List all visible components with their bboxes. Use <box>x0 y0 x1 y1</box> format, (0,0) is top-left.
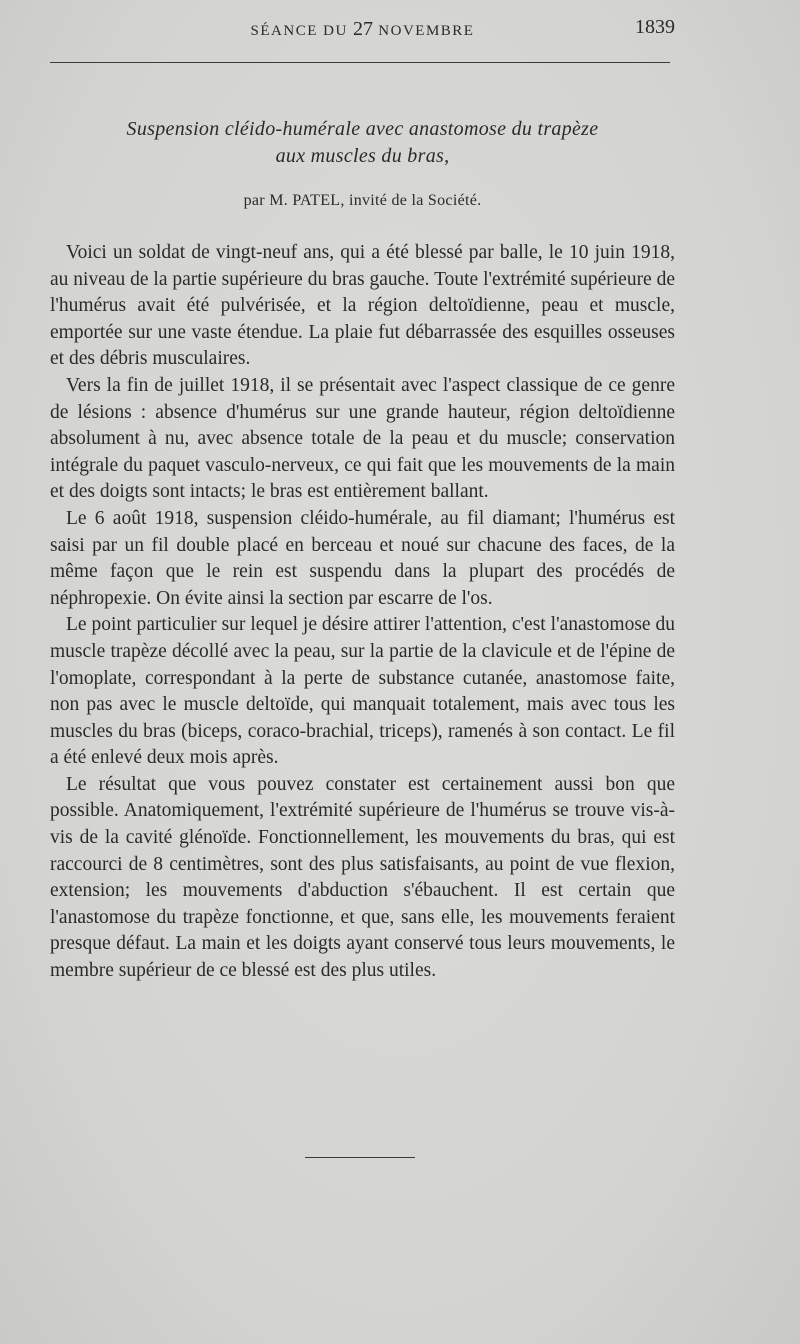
paragraph-3: Le 6 août 1918, suspension cléido-humérale, au fil diamant; l'humérus est saisi par un fil double placé en berceau et noué sur chacune des faces, de la même façon que le rein est suspendu dans la plupart des procédés de néphropexie. On évite ainsi la section par escarre de l'os. <box>50 507 675 609</box>
paragraph-1: Voici un soldat de vingt-neuf ans, qui a été blessé par balle, le 10 juin 1918, au niveau de la partie supérieure du bras gauche. Toute l'extrémité supérieure de l'humérus avait été pulvérisée, et la région deltoïdienne, peau et muscle, emportée sur une vaste étendue. La plaie fut débarrassée des esquilles osseuses et des débris musculaires. <box>50 242 675 370</box>
article-title <box>50 116 675 170</box>
page-number: 1839 <box>635 16 675 38</box>
article-title-line-2: aux muscles du bras, <box>275 145 450 167</box>
article-title-line-1: Suspension cléido-humérale avec anastomose du trapèze <box>126 118 599 140</box>
end-divider <box>305 1157 415 1158</box>
running-title-prefix: SÉANCE DU <box>250 23 354 39</box>
running-title-suffix: NOVEMBRE <box>373 23 475 39</box>
header-divider <box>50 62 670 63</box>
paragraph-5: Le résultat que vous pouvez constater est certainement aussi bon que possible. Anatomiquement, l'extrémité supérieure de l'humérus se trouve vis-à-vis de la cavité glénoïde. Fonctionnellement, les mouvements du bras, qui est raccourci de 8 centimètres, sont des plus satisfaisants, au point de vue flexion, extension; les mouvements d'abduction s'ébauchent. Il est certain que l'anastomose du trapèze fonctionne, et que, sans elle, les mouvements feraient presque défaut. La main et les doigts ayant conservé tous leurs mouvements, le membre supérieur de ce blessé est des plus utiles. <box>50 773 675 982</box>
paragraph-4: Le point particulier sur lequel je désire attirer l'attention, c'est l'anastomose du muscle trapèze décollé avec la peau, sur la partie de la clavicule et de l'épine de l'omoplate, correspondant à la perte de substance cutanée, anastomose faite, non pas avec le muscle deltoïde, qui manquait totalement, mais avec tous les muscles du bras (biceps, coraco-brachial, triceps), ramenés à son contact. Le fil a été enlevé deux mois après. <box>50 614 675 769</box>
running-head <box>50 18 675 42</box>
running-title-day: 27 <box>353 18 374 40</box>
paragraph-2: Vers la fin de juillet 1918, il se présentait avec l'aspect classique de ce genre de lésions : absence d'humérus sur une grande hauteur, région deltoïdienne absolument à nu, avec absence totale de la peau et du muscle; conservation intégrale du paquet vasculo-nerveux, ce qui fait que les mouvements de la main et des doigts sont intacts; le bras est entièrement ballant. <box>50 374 675 503</box>
running-title <box>50 18 675 41</box>
article-body <box>50 240 675 985</box>
article-byline: par M. PATEL, invité de la Société. <box>243 192 482 209</box>
